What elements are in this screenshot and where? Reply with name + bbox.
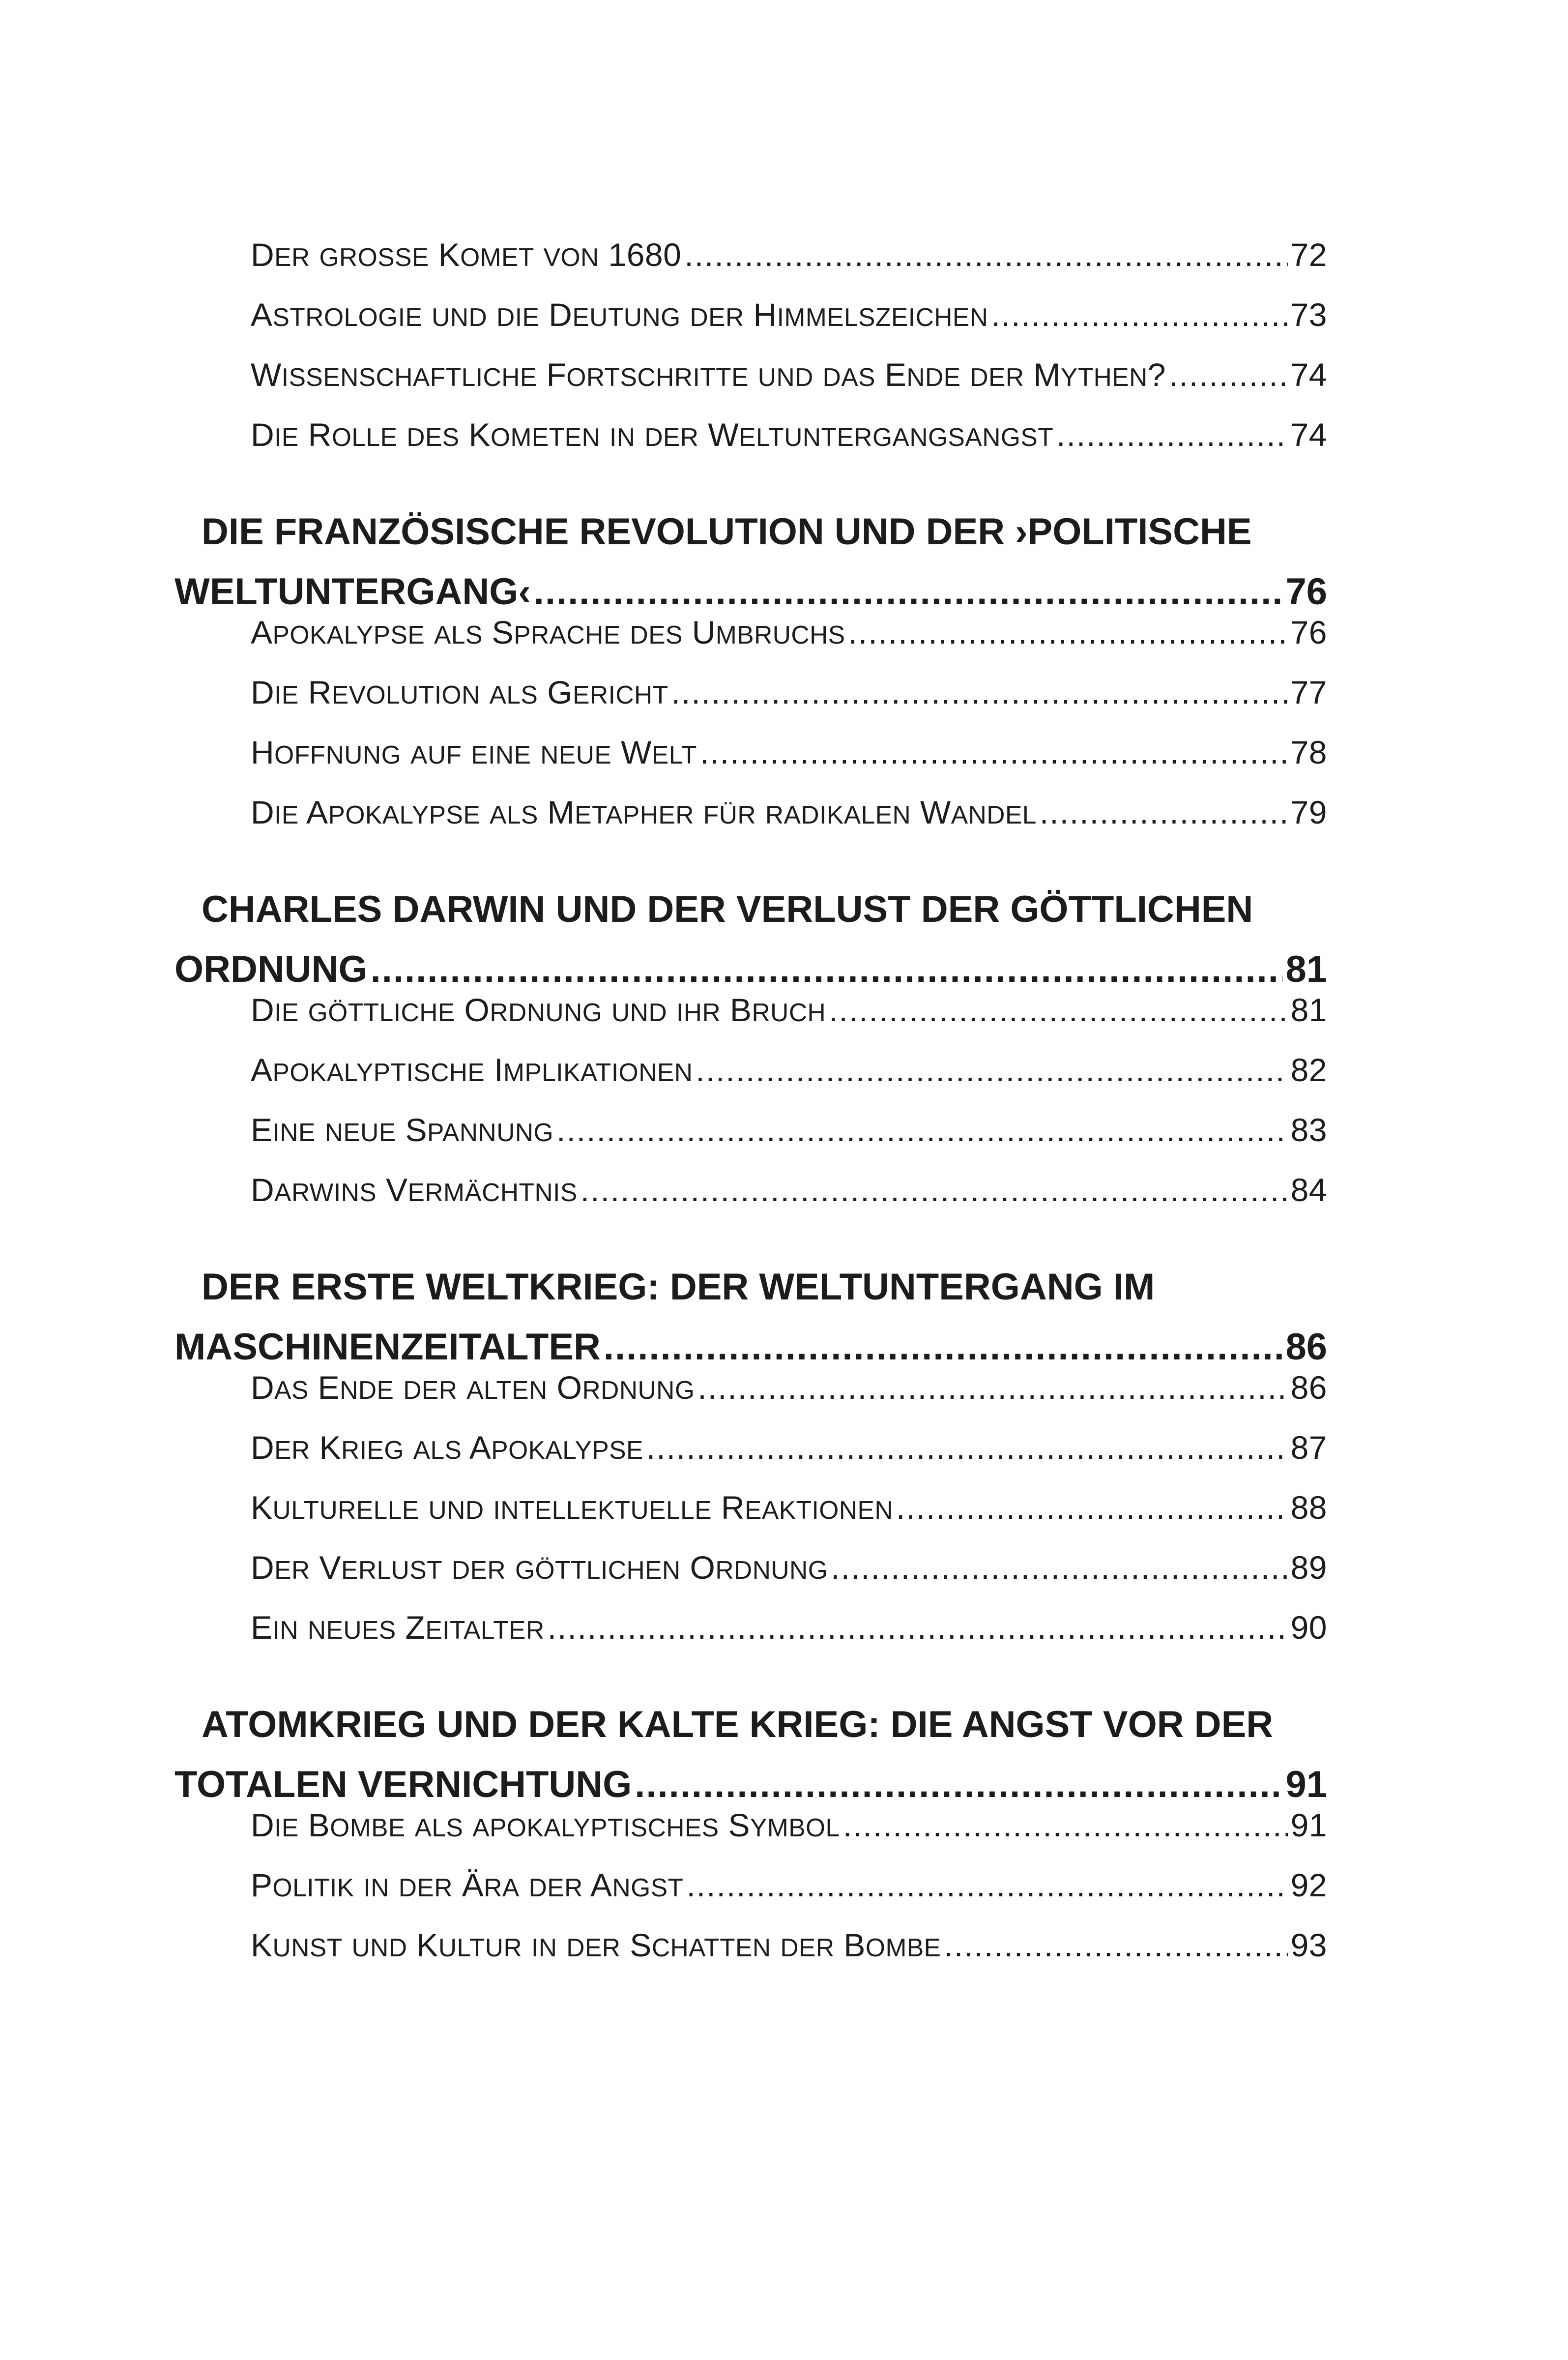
toc-subsection-entry[interactable] bbox=[251, 734, 1327, 771]
toc-subsection-title: KUNST UND KULTUR IN DER SCHATTEN DER BOMBE bbox=[251, 1927, 941, 1963]
toc-page-number: 84 bbox=[1290, 1172, 1327, 1208]
toc-chapter-heading[interactable] bbox=[202, 1266, 1155, 1308]
dot-leader bbox=[700, 734, 1288, 771]
toc-page-number: 81 bbox=[1285, 948, 1327, 990]
toc-chapter-heading-continuation[interactable] bbox=[174, 1326, 1327, 1368]
toc-subsection-title: DAS ENDE DER ALTEN ORDNUNG bbox=[251, 1369, 695, 1406]
toc-subsection-title: KULTURELLE UND INTELLEKTUELLE REAKTIONEN bbox=[251, 1489, 894, 1526]
toc-subsection-entry[interactable] bbox=[251, 1866, 1327, 1904]
toc-subsection-entry[interactable] bbox=[251, 1051, 1327, 1089]
toc-subsection-entry[interactable] bbox=[251, 1429, 1327, 1466]
toc-subsection-title: EINE NEUE SPANNUNG bbox=[251, 1112, 554, 1148]
dot-leader bbox=[635, 1763, 1282, 1806]
toc-page-number: 90 bbox=[1290, 1609, 1327, 1646]
toc-page-number: 78 bbox=[1290, 734, 1327, 770]
dot-leader bbox=[548, 1609, 1288, 1646]
toc-subsection-title: POLITIK IN DER ÄRA DER ANGST bbox=[251, 1867, 684, 1903]
toc-subsection-title: APOKALYPTISCHE IMPLIKATIONEN bbox=[251, 1052, 693, 1088]
toc-subsection-entry[interactable] bbox=[251, 991, 1327, 1029]
dot-leader bbox=[686, 1866, 1287, 1904]
toc-subsection-entry[interactable] bbox=[251, 1111, 1327, 1149]
dot-leader bbox=[604, 1326, 1283, 1368]
toc-subsection-entry[interactable] bbox=[251, 1171, 1327, 1209]
toc-subsection-title: DIE ROLLE DES KOMETEN IN DER WELTUNTERGANGSANGST bbox=[251, 416, 1054, 453]
toc-subsection-title: DER VERLUST DER GÖTTLICHEN ORDNUNG bbox=[251, 1549, 828, 1586]
toc-chapter-heading[interactable] bbox=[202, 888, 1253, 931]
toc-page-number: 83 bbox=[1290, 1112, 1327, 1148]
toc-chapter-title-continuation: MASCHINENZEITALTER bbox=[174, 1326, 601, 1368]
toc-chapter-heading[interactable] bbox=[202, 1703, 1273, 1746]
toc-subsection-title: APOKALYPSE ALS SPRACHE DES UMBRUCHS bbox=[251, 614, 845, 650]
toc-page-number: 93 bbox=[1290, 1927, 1327, 1963]
dot-leader bbox=[1056, 416, 1287, 453]
toc-chapter-heading-continuation[interactable] bbox=[174, 570, 1327, 613]
toc-page-number: 72 bbox=[1290, 236, 1327, 273]
dot-leader bbox=[896, 1489, 1288, 1526]
dot-leader bbox=[371, 948, 1283, 991]
dot-leader bbox=[1169, 356, 1288, 393]
toc-page-number: 91 bbox=[1285, 1764, 1327, 1805]
toc-page-number: 81 bbox=[1290, 992, 1327, 1028]
toc-page-number: 91 bbox=[1290, 1807, 1327, 1843]
toc-subsection-entry[interactable] bbox=[251, 1549, 1327, 1586]
toc-chapter-title: ATOMKRIEG UND DER KALTE KRIEG: DIE ANGST VOR DER bbox=[202, 1704, 1274, 1745]
toc-subsection-title: ASTROLOGIE UND DIE DEUTUNG DER HIMMELSZEICHEN bbox=[251, 296, 988, 333]
toc-subsection-entry[interactable] bbox=[251, 1609, 1327, 1646]
toc-page-number: 86 bbox=[1285, 1326, 1327, 1368]
dot-leader bbox=[831, 1549, 1287, 1586]
toc-subsection-entry[interactable] bbox=[251, 674, 1327, 711]
dot-leader bbox=[848, 614, 1288, 651]
toc-subsection-entry[interactable] bbox=[251, 236, 1327, 273]
dot-leader bbox=[671, 674, 1288, 711]
toc-subsection-title: DIE REVOLUTION ALS GERICHT bbox=[251, 674, 668, 710]
toc-page-number: 86 bbox=[1290, 1369, 1327, 1406]
toc-subsection-title: DIE BOMBE ALS APOKALYPTISCHES SYMBOL bbox=[251, 1807, 840, 1843]
toc-chapter-heading[interactable] bbox=[202, 510, 1252, 553]
toc-chapter-heading-continuation[interactable] bbox=[174, 1763, 1327, 1806]
toc-page-number: 77 bbox=[1290, 674, 1327, 710]
toc-subsection-title: EIN NEUES ZEITALTER bbox=[251, 1609, 545, 1646]
toc-subsection-entry[interactable] bbox=[251, 296, 1327, 333]
toc-page-number: 76 bbox=[1290, 614, 1327, 650]
toc-page-number: 88 bbox=[1290, 1489, 1327, 1526]
dot-leader bbox=[697, 1369, 1287, 1406]
dot-leader bbox=[556, 1111, 1287, 1149]
dot-leader bbox=[581, 1171, 1288, 1209]
dot-leader bbox=[843, 1806, 1288, 1844]
toc-page-number: 89 bbox=[1290, 1549, 1327, 1586]
dot-leader bbox=[944, 1926, 1288, 1964]
toc-subsection-title: DER GROSSE KOMET VON 1680 bbox=[251, 236, 682, 273]
toc-chapter-title-continuation: TOTALEN VERNICHTUNG bbox=[174, 1764, 632, 1805]
toc-subsection-entry[interactable] bbox=[251, 1489, 1327, 1526]
toc-page-number: 74 bbox=[1290, 356, 1327, 393]
toc-subsection-title: DER KRIEG ALS APOKALYPSE bbox=[251, 1429, 643, 1466]
toc-page-number: 82 bbox=[1290, 1052, 1327, 1088]
toc-page-number: 87 bbox=[1290, 1429, 1327, 1466]
dot-leader bbox=[829, 991, 1287, 1029]
toc-chapter-title: DIE FRANZÖSISCHE REVOLUTION UND DER ›POLITISCHE bbox=[202, 511, 1252, 553]
toc-subsection-title: DARWINS VERMÄCHTNIS bbox=[251, 1172, 578, 1208]
toc-page-number: 79 bbox=[1290, 794, 1327, 830]
toc-subsection-entry[interactable] bbox=[251, 1926, 1327, 1964]
toc-page-number: 74 bbox=[1290, 416, 1327, 453]
toc-subsection-title: DIE APOKALYPSE ALS METAPHER FÜR RADIKALEN WANDEL bbox=[251, 794, 1037, 830]
toc-subsection-entry[interactable] bbox=[251, 1806, 1327, 1844]
toc-page-number: 76 bbox=[1285, 571, 1327, 613]
toc-subsection-entry[interactable] bbox=[251, 1369, 1327, 1406]
dot-leader bbox=[534, 570, 1283, 613]
dot-leader bbox=[646, 1429, 1288, 1466]
toc-subsection-title: DIE GÖTTLICHE ORDNUNG UND IHR BRUCH bbox=[251, 992, 826, 1028]
toc-subsection-title: WISSENSCHAFTLICHE FORTSCHRITTE UND DAS ENDE DER MYTHEN? bbox=[251, 356, 1166, 393]
toc-subsection-entry[interactable] bbox=[251, 356, 1327, 393]
toc-subsection-title: HOFFNUNG AUF EINE NEUE WELT bbox=[251, 734, 697, 770]
toc-subsection-entry[interactable] bbox=[251, 794, 1327, 831]
dot-leader bbox=[991, 296, 1287, 333]
toc-page-number: 73 bbox=[1290, 296, 1327, 333]
toc-chapter-title: CHARLES DARWIN UND DER VERLUST DER GÖTTLICHEN bbox=[202, 888, 1253, 930]
dot-leader bbox=[684, 236, 1287, 273]
dot-leader bbox=[696, 1051, 1287, 1089]
toc-subsection-entry[interactable] bbox=[251, 614, 1327, 651]
dot-leader bbox=[1040, 794, 1288, 831]
toc-chapter-heading-continuation[interactable] bbox=[174, 948, 1327, 991]
toc-chapter-title-continuation: ORDNUNG bbox=[174, 948, 368, 990]
toc-chapter-title: DER ERSTE WELTKRIEG: DER WELTUNTERGANG IM bbox=[202, 1266, 1155, 1308]
toc-chapter-title-continuation: WELTUNTERGANG‹ bbox=[174, 571, 531, 613]
toc-page-number: 92 bbox=[1290, 1867, 1327, 1903]
toc-subsection-entry[interactable] bbox=[251, 416, 1327, 453]
